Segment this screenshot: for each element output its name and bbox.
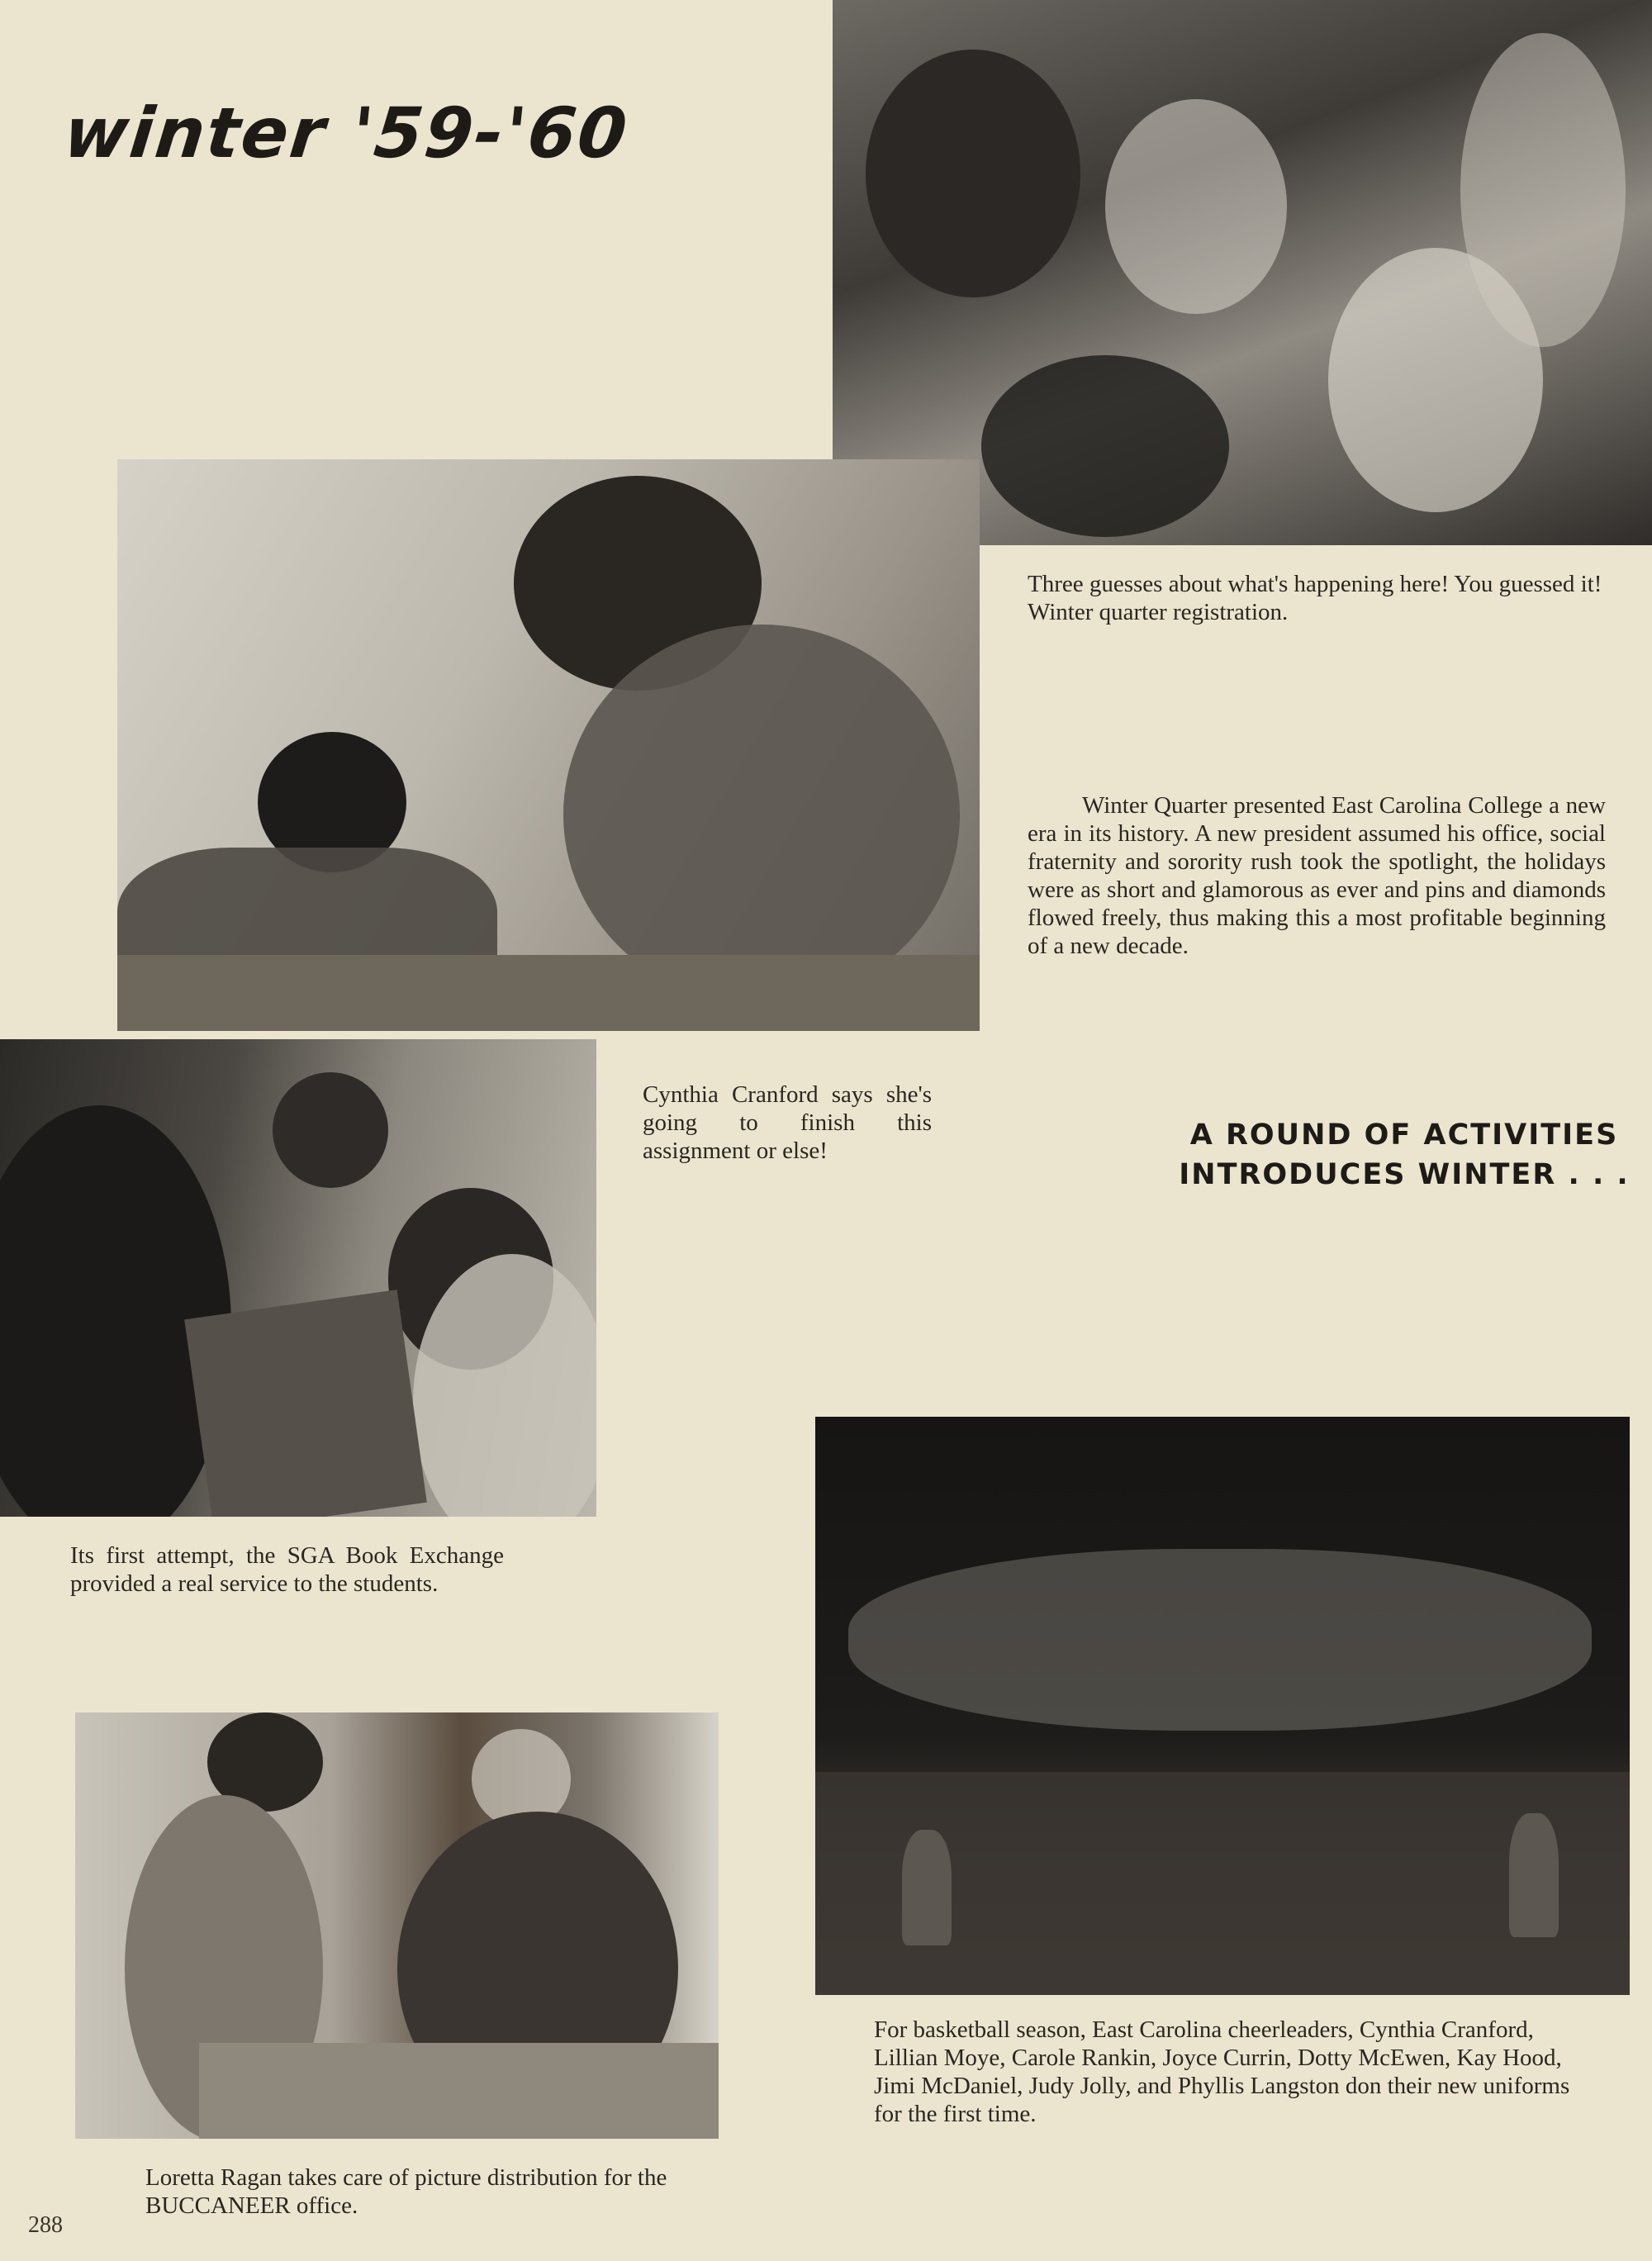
cynthia-cranford-photo [117, 459, 980, 1031]
page-title: winter '59-'60 [59, 93, 633, 173]
cheerleaders-photo [815, 1417, 1630, 1995]
subhead-line-2: INTRODUCES WINTER . . . [1179, 1158, 1630, 1191]
cheerleaders-caption: For basketball season, East Carolina cheerleaders, Cynthia Cranford, Lillian Moye, Carole Rankin, Joyce Currin, Dotty McEwen, Kay Hood, Jimi McDaniel, Judy Jolly, and Phyllis Langston don their new uniforms for the first time. [874, 2016, 1570, 2127]
subhead-line-1: A ROUND OF ACTIVITIES [1189, 1119, 1619, 1152]
loretta-caption: Loretta Ragan takes care of picture distribution for the BUCCANEER office. [145, 2164, 667, 2219]
page-number: 288 [28, 2212, 63, 2238]
book-exchange-caption: Its first attempt, the SGA Book Exchange provided a real service to the students. [70, 1542, 504, 1597]
section-subhead [1165, 1115, 1644, 1195]
registration-caption: Three guesses about what's happening here! You guessed it! Winter quarter registration. [1028, 571, 1602, 625]
loretta-ragan-photo [75, 1712, 719, 2139]
winter-intro-paragraph: Winter Quarter presented East Carolina College a new era in its history. A new president assumed his office, social fraternity and sorority rush took the spotlight, the holidays were as short and glamorous as ever and pins and diamonds flowed freely, thus making this a most profitable beginning of a new decade. [1028, 792, 1606, 959]
book-exchange-photo [0, 1039, 596, 1517]
cynthia-caption: Cynthia Cranford says she's going to finish this assignment or else! [643, 1081, 932, 1164]
